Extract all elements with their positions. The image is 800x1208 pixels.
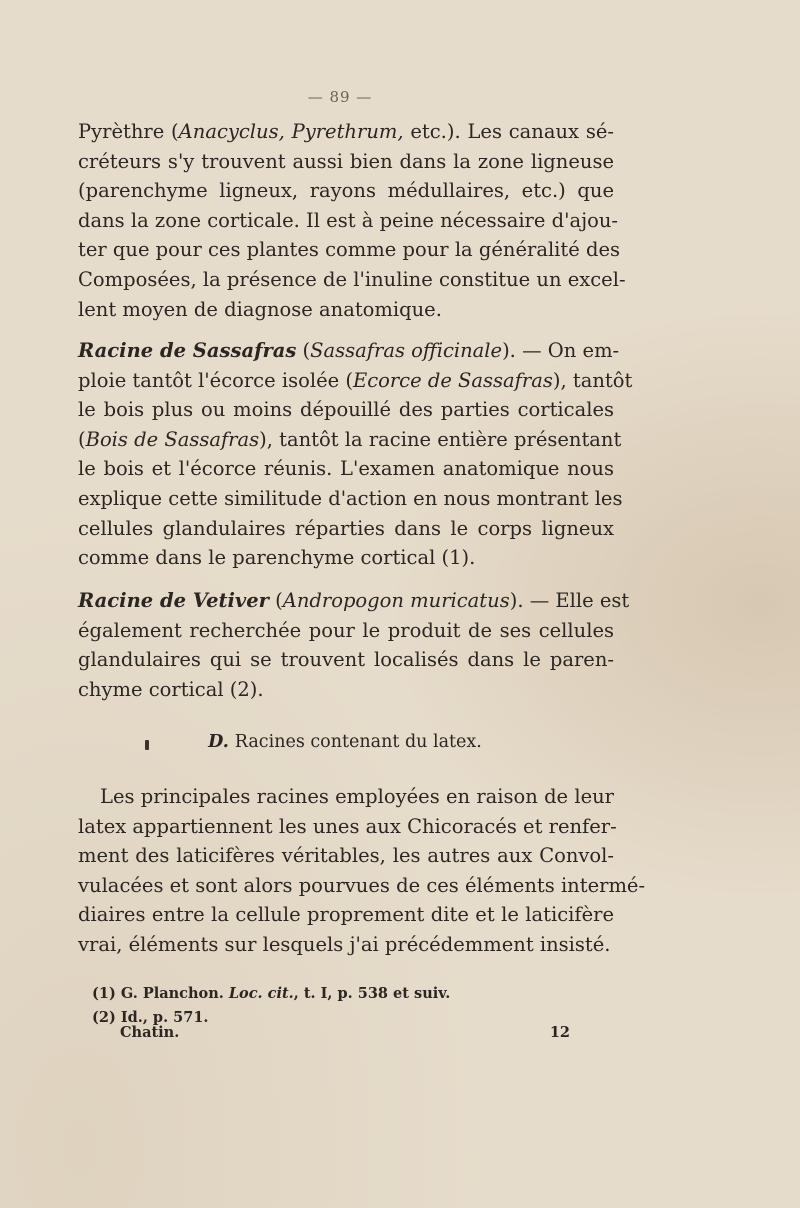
text-line: glandulaires qui se trouvent localisés dans le paren- xyxy=(78,648,614,672)
paragraph-pyrethre xyxy=(78,117,626,324)
signature-sheet-number: 12 xyxy=(549,1024,570,1041)
text-line: Pyrèthre (Anacyclus, Pyrethrum, etc.). Les canaux sé- xyxy=(78,120,614,143)
text-line: cellules glandulaires réparties dans le corps ligneux xyxy=(78,516,614,540)
paragraph-vetiver xyxy=(78,586,630,704)
footnotes xyxy=(92,982,572,1030)
text-line: Racine de Sassafras (Sassafras officinale). — On em- xyxy=(78,339,620,362)
text-line: Racine de Vetiver (Andropogon muricatus). — Elle est xyxy=(78,589,630,612)
text-line: (parenchyme ligneux, rayons médullaires, etc.) que xyxy=(78,179,614,203)
text-line: diaires entre la cellule proprement dite et le laticifère xyxy=(78,903,614,927)
text-line: (Bois de Sassafras), tantôt la racine entière présentant xyxy=(78,427,622,451)
section-title-sassafras: Racine de Sassafras xyxy=(78,339,297,362)
printer-signature xyxy=(120,1024,570,1041)
footnote-2: (2) Id., p. 571. xyxy=(92,1009,209,1026)
text-line: comme dans le parenchyme cortical (1). xyxy=(78,546,476,570)
text-line: lent moyen de diagnose anatomique. xyxy=(78,297,442,321)
signature-author: Chatin. xyxy=(120,1024,180,1041)
text-line: vulacées et sont alors pourvues de ces éléments intermé- xyxy=(78,873,646,897)
text-line: Les principales racines employées en raison de leur xyxy=(100,785,614,808)
text-line: le bois plus ou moins dépouillé des parties corticales xyxy=(78,398,614,422)
section-title-vetiver: Racine de Vetiver xyxy=(78,589,269,612)
text-line: Composées, la présence de l'inuline constitue un excel- xyxy=(78,267,626,291)
text-line: vrai, éléments sur lesquels j'ai précédemment insisté. xyxy=(78,932,611,956)
paragraph-latex xyxy=(78,782,646,960)
text-line: latex appartiennent les unes aux Chicoracés et renfer- xyxy=(78,814,617,838)
paragraph-sassafras xyxy=(78,336,633,573)
text-line: dans la zone corticale. Il est à peine nécessaire d'ajou- xyxy=(78,208,619,232)
text-line: ploie tantôt l'écorce isolée (Ecorce de Sassafras), tantôt xyxy=(78,368,633,392)
text-line: également recherchée pour le produit de ses cellules xyxy=(78,618,614,642)
text-line: créteurs s'y trouvent aussi bien dans la zone ligneuse xyxy=(78,149,614,173)
text-line: le bois et l'écorce réunis. L'examen anatomique nous xyxy=(78,457,614,481)
text-line: chyme cortical (2). xyxy=(78,677,264,701)
page-number: — 89 — xyxy=(307,88,373,106)
text-line: ment des laticifères véritables, les autres aux Convol- xyxy=(78,844,614,868)
footnote-1: (1) G. Planchon. Loc. cit., t. I, p. 538 et suiv. xyxy=(92,985,451,1002)
text-line: ter que pour ces plantes comme pour la généralité des xyxy=(78,238,621,262)
section-heading-latex: D. Racines contenant du latex. xyxy=(208,732,482,752)
text-line: explique cette similitude d'action en nous montrant les xyxy=(78,486,623,510)
